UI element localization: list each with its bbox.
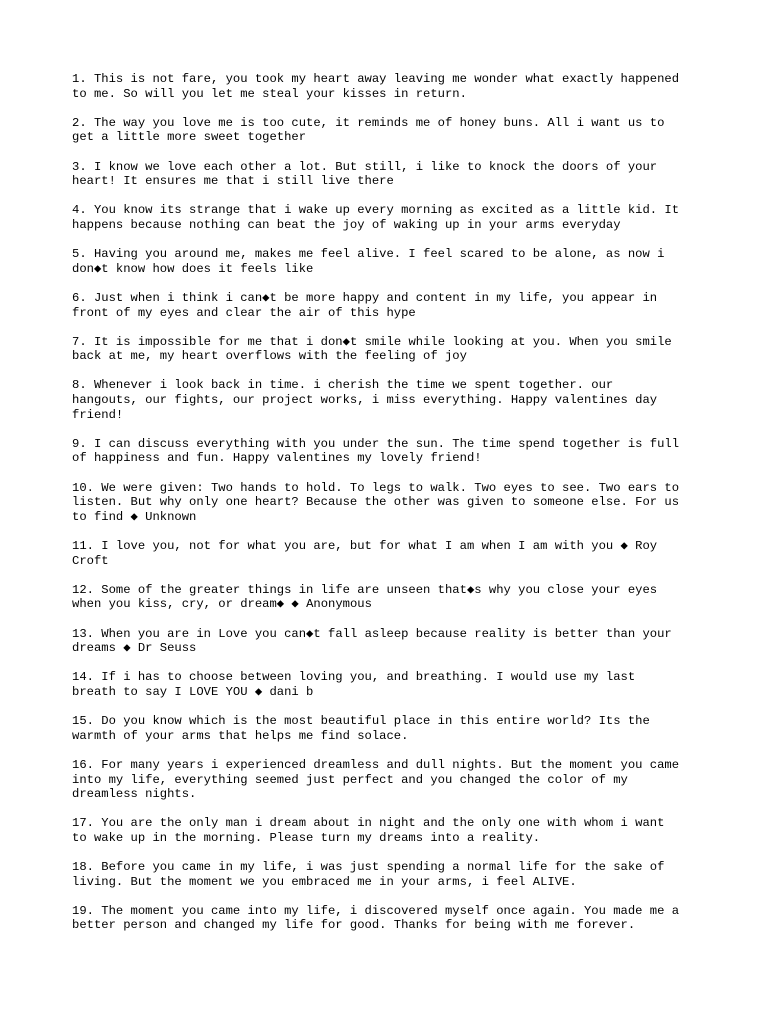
quote-paragraph-14: 14. If i has to choose between loving you, and breathing. I would use my last breath to say I LOVE YOU ◆ dani b (72, 670, 636, 699)
quote-paragraph-7: 7. It is impossible for me that i don◆t smile while looking at you. When you smile back at me, my heart overflows with the feeling of joy (72, 334, 672, 364)
quote-paragraph-13: 13. When you are in Love you can◆t fall asleep because reality is better than your dreams ◆ Dr Seuss (72, 626, 672, 656)
quote-paragraph-19: 19. The moment you came into my life, i discovered myself once again. You made me a better person and changed my life for good. Thanks for being with me forever. (72, 903, 680, 933)
quote-paragraph-9: 9. I can discuss everything with you under the sun. The time spend together is full of happiness and fun. Happy valentines my lovely friend! (72, 436, 680, 466)
quote-paragraph-1: 1. This is not fare, you took my heart away leaving me wonder what exactly happened to me. So will you let me steal your kisses in return. (72, 72, 680, 101)
quote-paragraph-5: 5. Having you around me, makes me feel alive. I feel scared to be alone, as now i don◆t know how does it feels like (72, 247, 665, 276)
quote-paragraph-16: 16. For many years i experienced dreamless and dull nights. But the moment you came into my life, everything seemed just perfect and you changed the color of my dreamless nights. (72, 757, 680, 802)
quote-paragraph-3: 3. I know we love each other a lot. But still, i like to knock the doors of your heart! It ensures me that i still live there (72, 159, 658, 189)
quote-paragraph-18: 18. Before you came in my life, i was just spending a normal life for the sake of living. But the moment we you embraced me in your arms, i feel ALIVE. (72, 860, 665, 889)
quote-paragraph-2: 2. The way you love me is too cute, it reminds me of honey buns. All i want us to get a little more sweet together (72, 115, 665, 145)
quote-paragraph-4: 4. You know its strange that i wake up every morning as excited as a little kid. It happens because nothing can beat the joy of waking up in your arms everyday (72, 203, 680, 232)
quote-paragraph-10: 10. We were given: Two hands to hold. To legs to walk. Two eyes to see. Two ears to listen. But why only one heart? Because the other was given to someone else. For us to find ◆ Unknown (72, 480, 680, 524)
quote-paragraph-17: 17. You are the only man i dream about in night and the only one with whom i want to wake up in the morning. Please turn my dreams into a reality. (72, 816, 665, 845)
quote-paragraph-6: 6. Just when i think i can◆t be more happy and content in my life, you appear in front of my eyes and clear the air of this hype (72, 290, 658, 320)
quote-paragraph-8: 8. Whenever i look back in time. i cherish the time we spent together. our hangouts, our fights, our project works, i miss everything. Happy valentines day friend! (72, 378, 658, 422)
document-page (72, 72, 702, 948)
quote-paragraph-11: 11. I love you, not for what you are, but for what I am when I am with you ◆ Roy Croft (72, 539, 658, 568)
quote-paragraph-15: 15. Do you know which is the most beautiful place in this entire world? Its the warmth of your arms that helps me find solace. (72, 714, 650, 743)
quote-paragraph-12: 12. Some of the greater things in life are unseen that◆s why you close your eyes when you kiss, cry, or dream◆ ◆ Anonymous (72, 582, 658, 612)
